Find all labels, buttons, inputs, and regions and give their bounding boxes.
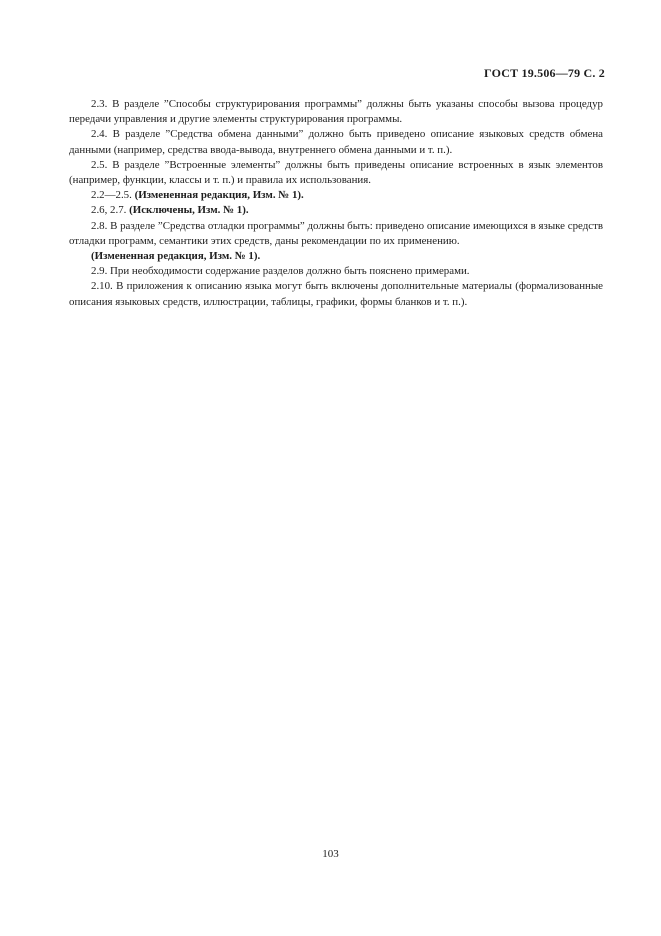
amendment-note-2-8 [69, 249, 603, 264]
amendment-note-2-6-2-7 [69, 203, 603, 218]
amendment-prefix: 2.2—2.5. [91, 189, 135, 202]
paragraph-2-5: 2.5. В разделе ”Встроенные элементы” должны быть приведены описание встроенных в язык элементов (например, функции, классы и т. п.) и правила их использования. [69, 158, 603, 187]
amendment-bold-text: (Измененная редакция, Изм. № 1). [91, 250, 261, 263]
paragraph-2-10: 2.10. В приложения к описанию языка могут быть включены дополнительные материалы (формализованные описания языковых средств, иллюстрации, таблицы, графики, формы бланков и т. п.). [69, 280, 603, 308]
paragraph-2-4: 2.4. В разделе ”Средства обмена данными” должно быть приведено описание языковых средств обмена данными (например, средства ввода-вывода, внутреннего обмена данными и т. п.). [69, 128, 603, 156]
amendment-bold-text: (Исключены, Изм. № 1). [129, 204, 249, 217]
document-header: ГОСТ 19.506—79 С. 2 [484, 66, 605, 80]
paragraph-2-3: 2.3. В разделе ”Способы структурирования программы” должны быть указаны способы вызова процедур передачи управления и другие элементы структурирования программы. [69, 98, 603, 126]
paragraph-2-8: 2.8. В разделе ”Средства отладки программы” должны быть: приведено описание имеющихся в языке средств отладки программ, семантики этих средств, даны рекомендации по их применению. [69, 219, 603, 247]
amendment-note-2-2-2-5 [69, 188, 603, 203]
amendment-bold-text: (Измененная редакция, Изм. № 1). [134, 189, 304, 202]
document-body [69, 97, 603, 310]
page-number: 103 [322, 848, 339, 860]
paragraph-2-9: 2.9. При необходимости содержание разделов должно быть пояснено примерами. [91, 265, 470, 278]
amendment-prefix: 2.6, 2.7. [91, 204, 130, 217]
